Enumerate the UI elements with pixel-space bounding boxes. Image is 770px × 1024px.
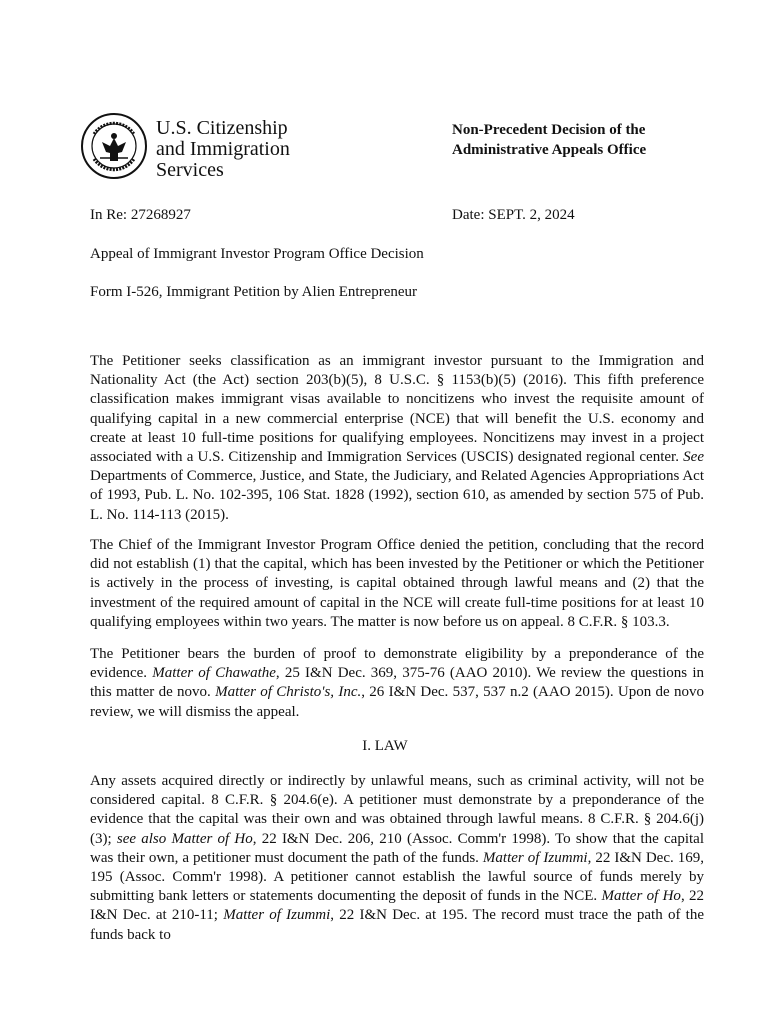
paragraph-3-text-c: , 26 I&N Dec. 537, 537 n.2 (AAO 2015). Upon de novo review, we will dismiss the appeal.: [90, 684, 704, 720]
paragraph-4-text-a: Any assets acquired directly or indirectly by unlawful means, such as criminal activity, will not be considered capital. 8 C.F.R. § 204.6(e). A petitioner must demonstrate by a preponderance of the evidence that the capital was their own and was obtained through lawful means. 8 C.F.R. § 204.6(j)(3);: [90, 773, 704, 847]
decision-type-line-1: Non-Precedent Decision of the: [452, 122, 646, 138]
paragraph-3-text-b: , 25 I&N Dec. 369, 375-76 (AAO 2010). We review the questions in this matter de novo.: [90, 665, 704, 701]
form-line: Form I-526, Immigrant Petition by Alien Entrepreneur: [90, 284, 418, 300]
section-heading-law: I. LAW: [362, 738, 408, 754]
paragraph-1-text-b: Departments of Commerce, Justice, and State, the Judiciary, and Related Agencies Appropriations Act of 1993, Pub. L. No. 102-395, 106 Stat. 1828 (1992), section 610, as amended by section 575 of Pub. L. No. 114-113 (2015).: [90, 468, 704, 523]
case-citation-christos: Matter of Christo's, Inc.: [215, 684, 362, 701]
paragraph-4-text-e: , 22 I&N Dec. at 195. The record must trace the path of the funds back to: [90, 907, 704, 943]
decision-type-line-2: Administrative Appeals Office: [452, 142, 647, 158]
decision-date: Date: SEPT. 2, 2024: [452, 207, 575, 223]
agency-name: [156, 118, 290, 181]
paragraph-1: [90, 352, 704, 525]
paragraph-4-text-d: , 22 I&N Dec. at 210-11;: [90, 888, 705, 924]
case-citation-chawathe: Matter of Chawathe: [152, 665, 276, 682]
paragraph-4-text-b: , 22 I&N Dec. 206, 210 (Assoc. Comm'r 1998). To show that the capital was their own, a petitioner must document the path of the funds.: [90, 830, 704, 866]
paragraph-2: The Chief of the Immigrant Investor Program Office denied the petition, concluding that the record did not establish (1) that the capital, which has been invested by the Petitioner or which the Petitioner is actively in the process of investing, is capital obtained through lawful means and (2) that the investment of the required amount of capital in the NCE will create full-time positions for at least 10 qualifying employees within two years. The matter is now before us on appeal. 8 C.F.R. § 103.3.: [90, 537, 704, 630]
signal-see: See: [683, 449, 704, 466]
agency-line-1: U.S. Citizenship: [156, 117, 288, 139]
case-citation-ho-see-also: see also Matter of Ho: [116, 830, 253, 847]
appeal-line: Appeal of Immigrant Investor Program Office Decision: [90, 246, 424, 262]
paragraph-4: [90, 772, 704, 945]
dhs-seal-icon: [80, 112, 148, 180]
in-re-line: In Re: 27268927: [90, 207, 191, 223]
decision-type: [452, 120, 646, 160]
case-citation-izummi-1: Matter of Izummi: [482, 849, 588, 866]
paragraph-3-text-a: The Petitioner bears the burden of proof to demonstrate eligibility by a preponderance of the evidence.: [90, 646, 704, 682]
agency-line-2: and Immigration: [156, 138, 290, 160]
case-citation-ho-2: Matter of Ho: [601, 888, 681, 905]
agency-line-3: Services: [156, 159, 224, 181]
paragraph-4-text-c: , 22 I&N Dec. 169, 195 (Assoc. Comm'r 1998). A petitioner cannot establish the lawful source of funds merely by submitting bank letters or statements documenting the deposit of funds in the NCE.: [90, 849, 704, 905]
paragraph-1-text-a: The Petitioner seeks classification as an immigrant investor pursuant to the Immigration and Nationality Act (the Act) section 203(b)(5), 8 U.S.C. § 1153(b)(5) (2016). This fifth preference classification makes immigrant visas available to noncitizens who invest the requisite amount of qualifying capital in a new commercial enterprise (NCE) that will benefit the U.S. economy and create at least 10 full-time positions for qualifying employees. Noncitizens may invest in a project associated with a U.S. Citizenship and Immigration Services (USCIS) designated regional center.: [90, 353, 704, 466]
letterhead: [80, 112, 700, 184]
paragraph-3: [90, 645, 704, 722]
case-citation-izummi-2: Matter of Izummi: [223, 907, 331, 924]
